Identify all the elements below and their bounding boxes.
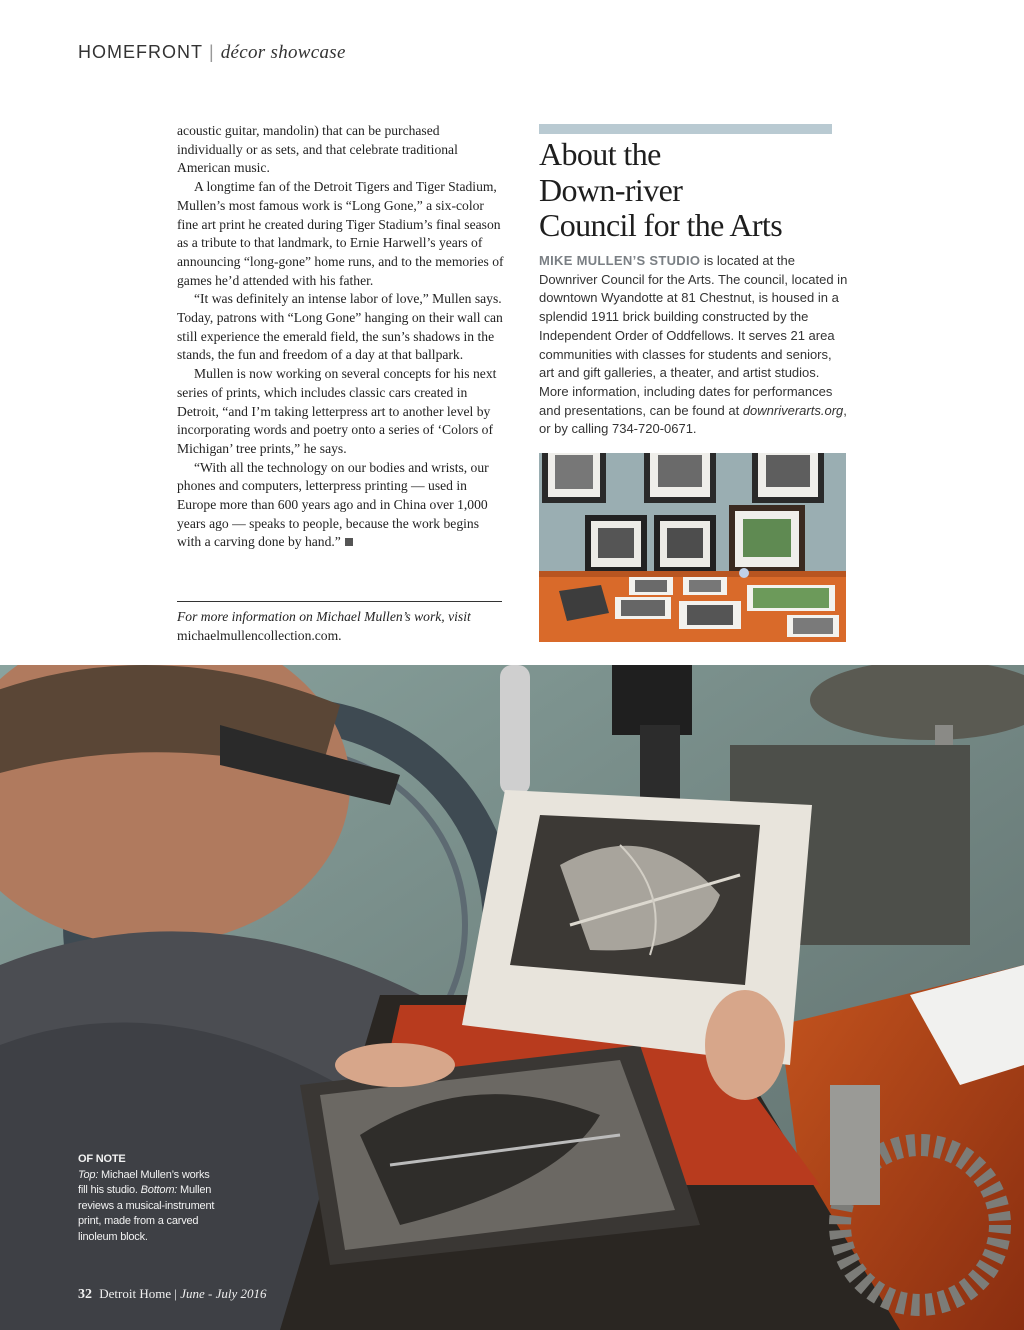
subsection-name: décor showcase bbox=[220, 42, 346, 63]
running-header bbox=[78, 42, 346, 64]
sidebar-lead: MIKE MULLEN’S STUDIO bbox=[539, 253, 701, 268]
page-number: 32 bbox=[78, 1287, 92, 1302]
end-mark-icon bbox=[345, 538, 353, 546]
studio-photo-image bbox=[539, 453, 846, 642]
more-info-url[interactable]: michaelmullencollection.com. bbox=[177, 627, 342, 643]
caption-heading: OF NOTE bbox=[78, 1153, 126, 1165]
header-separator: | bbox=[209, 42, 215, 62]
photo-caption bbox=[78, 1152, 218, 1246]
article-body bbox=[177, 122, 504, 552]
caption-bottom-label: Bottom: bbox=[140, 1184, 178, 1197]
sidebar-body bbox=[539, 252, 849, 439]
more-info bbox=[177, 608, 507, 645]
article-paragraph: “It was definitely an intense labor of love,” Mullen says. Today, patrons with “Long Gone” hanging on their wall can still experience the emerald field, the sun’s shadows in the stands, the fun and freedom of a day at that ballpark. bbox=[177, 291, 503, 363]
caption-top-label: Top: bbox=[78, 1168, 99, 1181]
caption-bottom-text: Mullen reviews a musical-instrument print, made from a carved linoleum block. bbox=[78, 1184, 215, 1243]
sidebar-url[interactable]: downriverarts.org bbox=[742, 402, 844, 418]
article-paragraph: A longtime fan of the Detroit Tigers and Tiger Stadium, Mullen’s most famous work is “Long Gone,” a six-color fine art print he created during Tiger Stadium’s final season as a tribute to that landmark, to Ernie Harwell’s years of announcing “long-gone” home runs, and to the memories of games he’d attended with his father. bbox=[177, 179, 504, 288]
sidebar-title-line: About the bbox=[539, 136, 661, 172]
last-paragraph-text: “With all the technology on our bodies and wrists, our phones and computers, letterpress printing — used in Europe more than 600 years ago and in China over 1,000 years ago — speaks to people, because the work begins with a carving done by hand.” bbox=[177, 459, 489, 550]
footer-separator: | bbox=[174, 1286, 177, 1301]
studio-photo bbox=[539, 453, 846, 642]
sidebar-body-text: is located at the Downriver Council for the Arts. The council, located in downtown Wyandotte at 81 Chestnut, is housed in a splendid 1911 brick building constructed by the Independent Order of Oddfellows. It serves 21 area communities with classes for students and seniors, art and gift galleries, a theater, and artist studios. More information, including dates for performances and presentations, can be found at bbox=[539, 253, 848, 418]
article-paragraph: Mullen is now working on several concepts for his next series of prints, which includes classic cars created in Detroit, “and I’m taking letterpress art to another level by incorporating words and poetry onto a series of ‘Colors of Michigan’ tree prints,” he says. bbox=[177, 366, 497, 456]
issue-date: June - July 2016 bbox=[180, 1286, 267, 1301]
magazine-name: Detroit Home bbox=[99, 1286, 172, 1301]
sidebar-title bbox=[539, 137, 839, 244]
sidebar-accent-bar bbox=[539, 124, 832, 134]
more-info-text: For more information on Michael Mullen’s work, visit bbox=[177, 609, 471, 624]
page-footer bbox=[78, 1286, 266, 1303]
article-paragraph: acoustic guitar, mandolin) that can be purchased individually or as sets, and that celebrate traditional American music. bbox=[177, 123, 458, 176]
sidebar-tail: , or by calling 734-720-0671. bbox=[539, 402, 847, 437]
caption-top-text: Michael Mullen’s works fill his studio. bbox=[78, 1168, 210, 1197]
article-paragraph-last bbox=[177, 459, 504, 553]
divider-rule bbox=[177, 601, 502, 602]
sidebar-title-line: Down-river bbox=[539, 171, 683, 208]
section-name: HOMEFRONT bbox=[78, 42, 203, 62]
sidebar-title-line: Council for the Arts bbox=[539, 207, 783, 243]
